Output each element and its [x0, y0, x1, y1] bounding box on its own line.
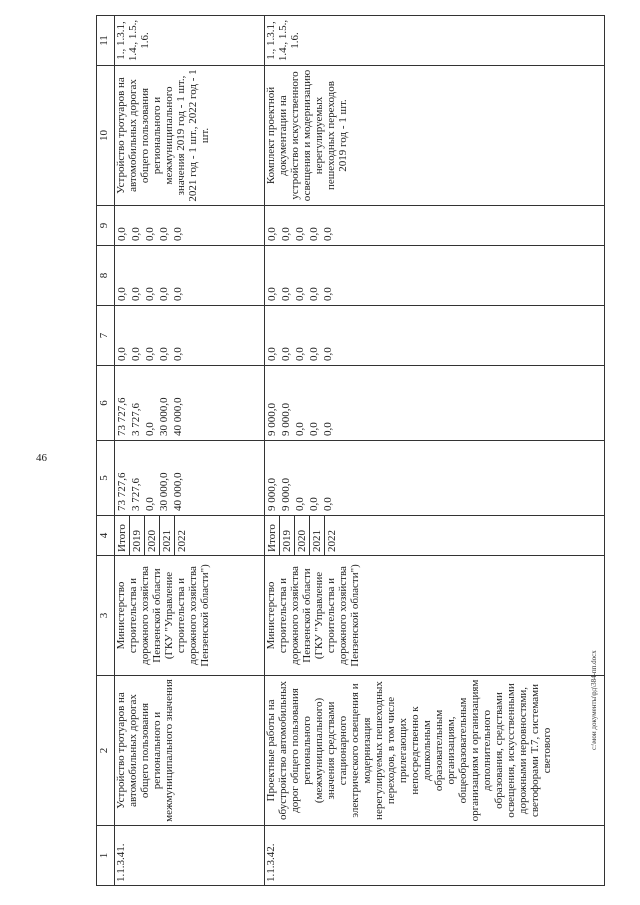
page-number: 46 [36, 452, 47, 464]
value: 0,0 [158, 347, 170, 361]
value: 3 727,6 [130, 403, 142, 436]
value: 3 727,6 [130, 478, 142, 511]
year: 2019 [280, 516, 295, 555]
funding-col-8 [265, 246, 605, 306]
expected-result: Комплект проектной документации на устройство искусственного освещения и модернизацию нерегулируемых пешеходных переходов 2019 год - 1 шт. [265, 66, 605, 206]
year: 2021 [160, 516, 175, 555]
value: 0,0 [116, 347, 128, 361]
header-cell-4: 4 [97, 516, 115, 556]
value: 0,0 [308, 497, 320, 511]
year: Итого [115, 516, 130, 555]
funding-col-9 [115, 206, 265, 246]
year: 2019 [130, 516, 145, 555]
value: 0,0 [308, 422, 320, 436]
indicator-reference: 1., 1.3.1, 1.4., 1.5., 1.6. [115, 16, 265, 66]
value: 9 000,0 [266, 478, 278, 511]
total-funding-cell [115, 441, 265, 516]
value: 0,0 [308, 227, 320, 241]
header-cell-7: 7 [97, 306, 115, 366]
value: 0,0 [158, 227, 170, 241]
value: 0,0 [280, 347, 292, 361]
value: 9 000,0 [266, 403, 278, 436]
header-cell-1: 1 [97, 826, 115, 886]
table-row [265, 16, 605, 886]
funding-col-8 [115, 246, 265, 306]
header-cell-9: 9 [97, 206, 115, 246]
value: 0,0 [294, 227, 306, 241]
header-cell-10: 10 [97, 66, 115, 206]
row-number: 1.1.3.42. [265, 826, 605, 886]
value: 0,0 [130, 347, 142, 361]
value: 73 727,6 [116, 472, 128, 511]
value: 0,0 [266, 347, 278, 361]
value: 9 000,0 [280, 403, 292, 436]
value: 0,0 [322, 347, 334, 361]
value: 0,0 [308, 287, 320, 301]
value: 0,0 [144, 287, 156, 301]
year: 2022 [176, 530, 188, 552]
value: 0,0 [280, 227, 292, 241]
indicator-reference: 1., 1.3.1, 1.4., 1.5., 1.6. [265, 16, 605, 66]
total-funding-cell [265, 441, 605, 516]
expected-result: Устройство тротуаров на автомобильных дорогах общего пользования регионального и межмуниципального значения 2019 год - 1 шт., 2021 год - 1 шт., 2022 год - 1 шт. [115, 66, 265, 206]
value: 40 000,0 [172, 472, 184, 511]
year: Итого [265, 516, 280, 555]
value: 9 000,0 [280, 478, 292, 511]
measure-name: Проектные работы на обустройство автомобильных дорог общего пользования регионального (межмуниципального) значения средствами стационарного электрического освещения и модернизация нерегулируемых пешеходных переходов, в том числе прилегающих непосредственно к дошкольным образовательным организациям, общеобразовательным организациям и организациям дополнительного образования, средствами освещения, искусственными дорожными неровностями, светофорами Т.7, системами светового [265, 676, 605, 826]
value: 0,0 [116, 227, 128, 241]
value: 0,0 [294, 347, 306, 361]
years-cell [265, 516, 605, 556]
value: 0,0 [266, 287, 278, 301]
value: 30 000,0 [158, 397, 170, 436]
value: 0,0 [144, 422, 156, 436]
years-cell [115, 516, 265, 556]
value: 0,0 [130, 287, 142, 301]
value: 0,0 [322, 287, 334, 301]
value: 0,0 [322, 227, 334, 241]
value: 0,0 [172, 287, 184, 301]
value: 0,0 [130, 227, 142, 241]
value: 40 000,0 [172, 397, 184, 436]
value: 0,0 [280, 287, 292, 301]
value: 0,0 [172, 347, 184, 361]
executor: Министерство строительства и дорожного хозяйства Пензенской области (ГКУ "Управление строительства и дорожного хозяйства Пензенской области") [115, 556, 265, 676]
value: 0,0 [322, 422, 334, 436]
value: 30 000,0 [158, 472, 170, 511]
value: 0,0 [144, 497, 156, 511]
year: 2020 [145, 516, 160, 555]
year: 2021 [310, 516, 325, 555]
value: 0,0 [294, 497, 306, 511]
rotated-table-container [96, 16, 626, 886]
value: 0,0 [322, 497, 334, 511]
value: 0,0 [308, 347, 320, 361]
header-row [97, 16, 115, 886]
table-row [115, 16, 265, 886]
header-cell-6: 6 [97, 366, 115, 441]
executor: Министерство строительства и дорожного хозяйства Пензенской области (ГКУ "Управление строительства и дорожного хозяйства Пензенской области") [265, 556, 605, 676]
value: 0,0 [144, 227, 156, 241]
funding-col-7 [265, 306, 605, 366]
value: 0,0 [158, 287, 170, 301]
header-cell-5: 5 [97, 441, 115, 516]
program-table [96, 15, 605, 886]
header-cell-8: 8 [97, 246, 115, 306]
value: 0,0 [294, 422, 306, 436]
footer-file-path: c:\мои документы\рд\384-пп.docx [590, 650, 598, 750]
value: 0,0 [266, 227, 278, 241]
measure-name: Устройство тротуаров на автомобильных дорогах общего пользования регионального и межмуниципального значения [115, 676, 265, 826]
regional-funding-cell [265, 366, 605, 441]
value: 0,0 [116, 287, 128, 301]
value: 0,0 [144, 347, 156, 361]
value: 0,0 [172, 227, 184, 241]
header-cell-3: 3 [97, 556, 115, 676]
row-number: 1.1.3.41. [115, 826, 265, 886]
header-cell-11: 11 [97, 16, 115, 66]
year: 2020 [295, 516, 310, 555]
value: 73 727,6 [116, 397, 128, 436]
funding-col-7 [115, 306, 265, 366]
regional-funding-cell [115, 366, 265, 441]
value: 0,0 [294, 287, 306, 301]
funding-col-9 [265, 206, 605, 246]
header-cell-2: 2 [97, 676, 115, 826]
year: 2022 [326, 530, 338, 552]
